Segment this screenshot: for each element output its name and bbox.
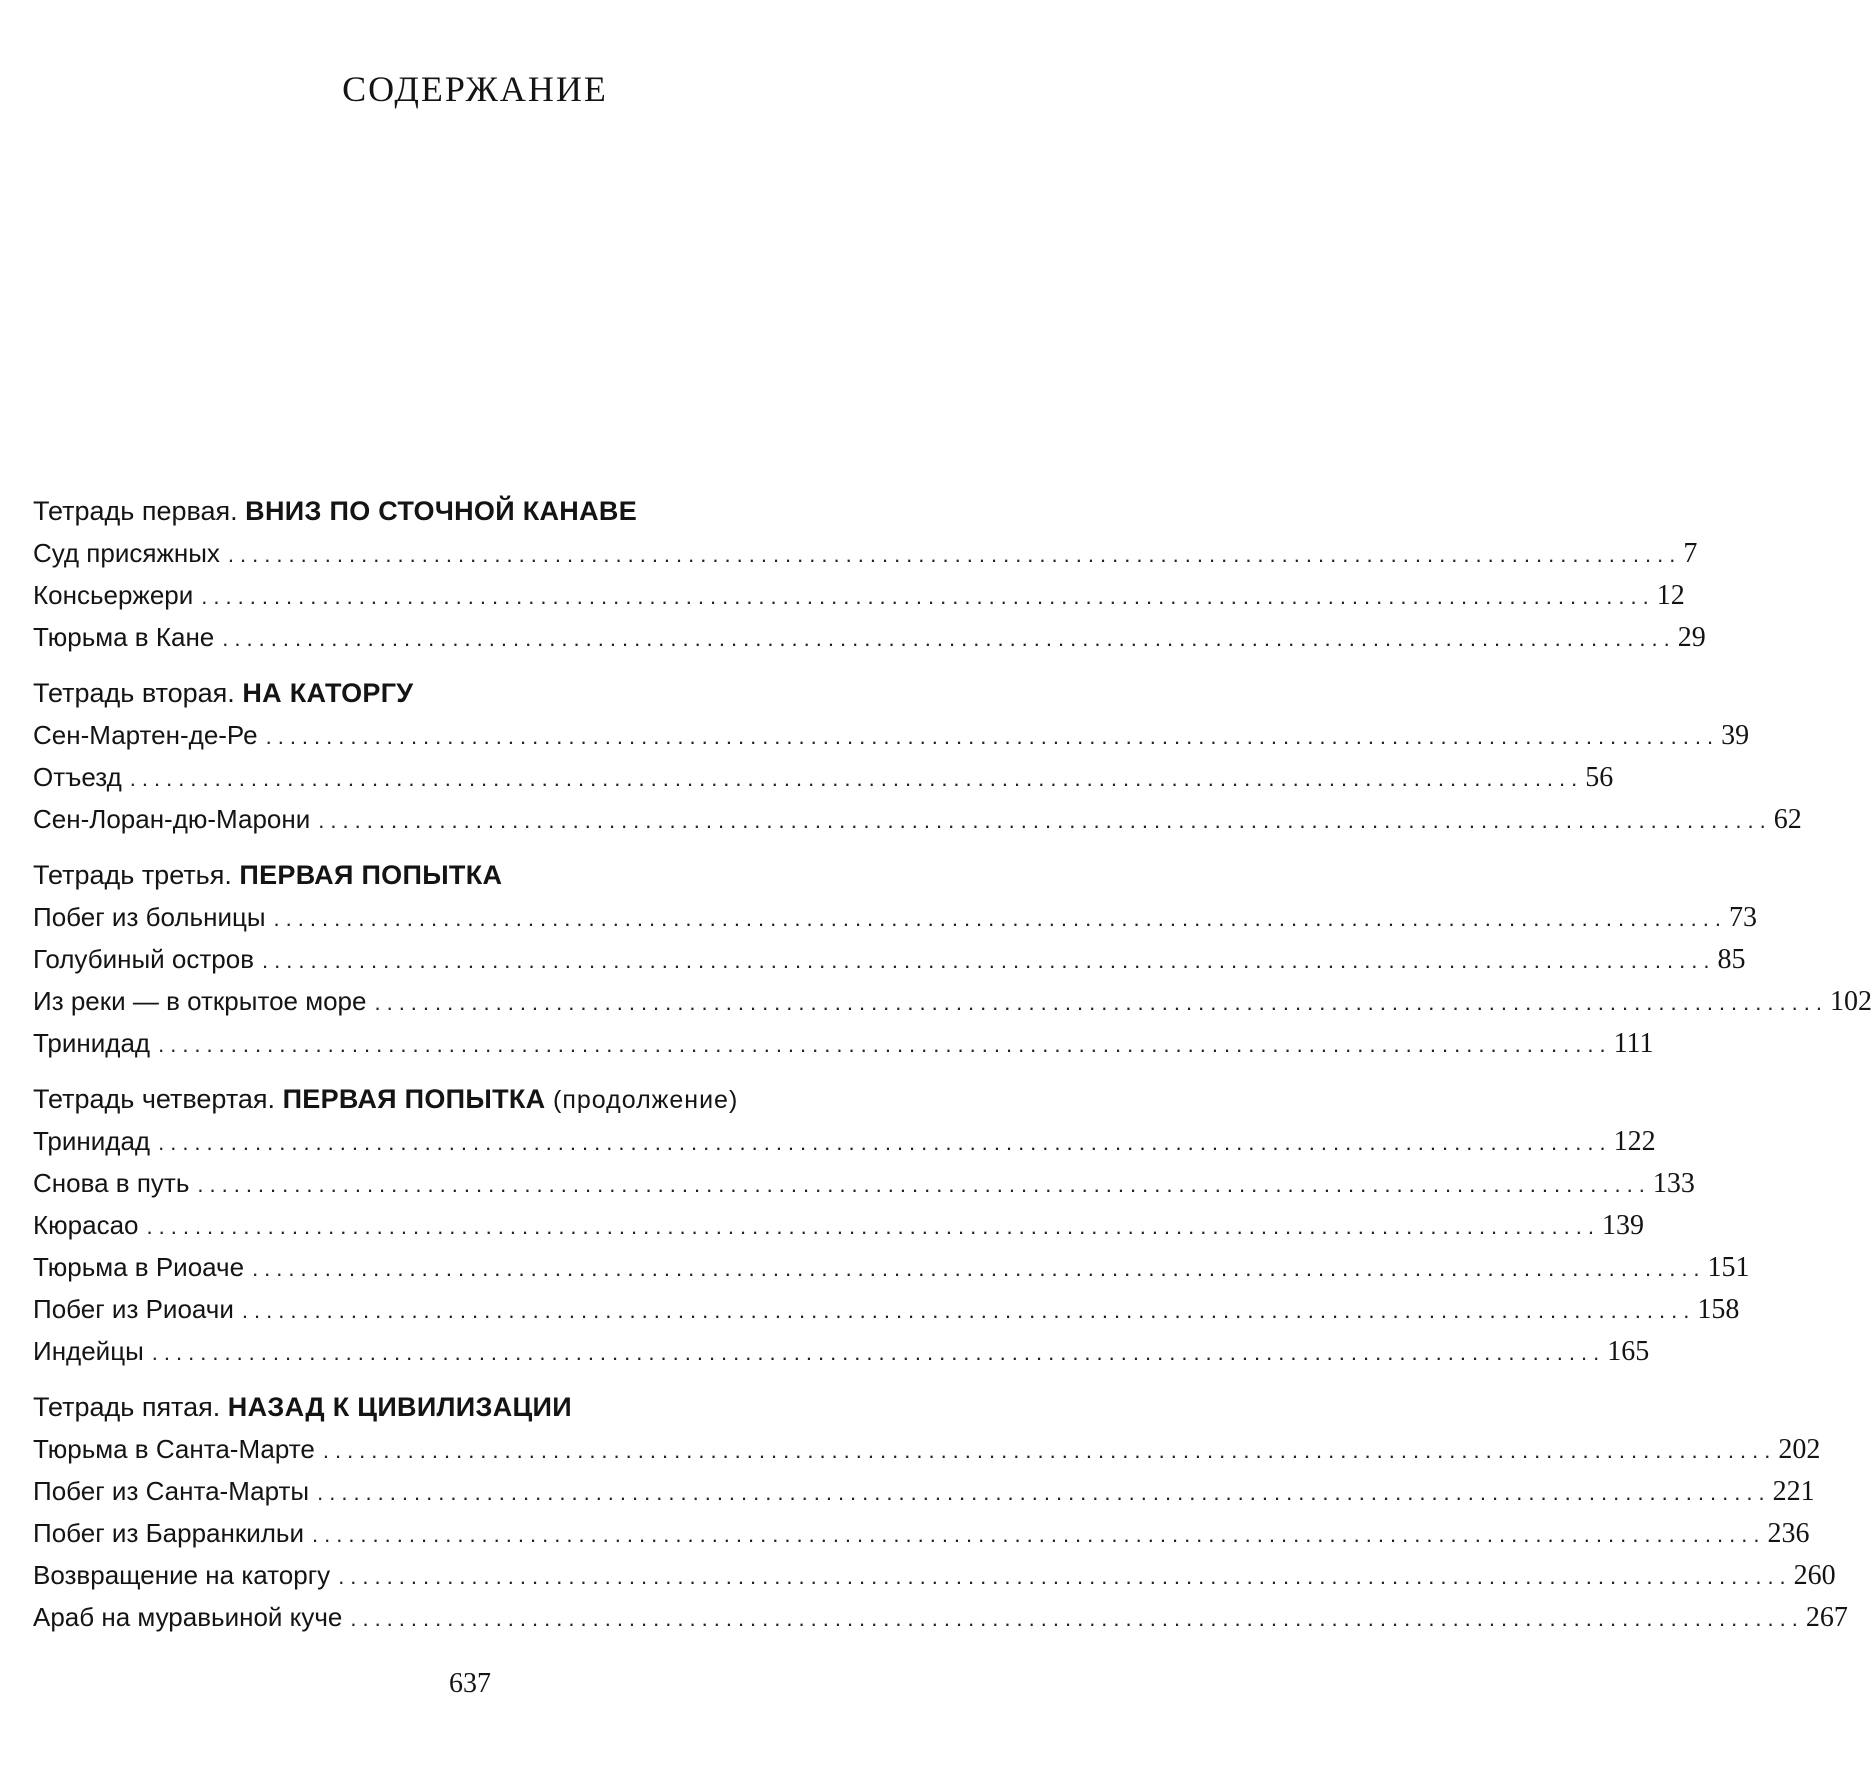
entry-page-number: 122: [1613, 1126, 1656, 1157]
section-heading: [33, 1386, 914, 1428]
dot-leader: ........................................................................................................................: [222, 626, 1676, 651]
dot-leader: ........................................................................................................................: [262, 948, 1716, 973]
toc-entry: [33, 1428, 1821, 1470]
toc-entry: [33, 574, 1685, 616]
entry-title: Побег из больницы: [33, 902, 266, 932]
section-prefix: Тетрадь вторая.: [33, 678, 235, 708]
section-name: ВНИЗ ПО СТОЧНОЙ КАНАВЕ: [245, 496, 638, 526]
section-heading: [33, 490, 914, 532]
section-prefix: Тетрадь четвертая.: [33, 1084, 276, 1114]
entry-page-number: 139: [1601, 1210, 1644, 1241]
section-name: НАЗАД К ЦИВИЛИЗАЦИИ: [227, 1392, 572, 1422]
section-heading: [33, 1078, 914, 1120]
dot-leader: ........................................................................................................................: [197, 1172, 1651, 1197]
toc-section: [33, 672, 1802, 840]
entry-title: Суд присяжных: [33, 538, 220, 568]
entry-title: Побег из Барранкильи: [33, 1518, 304, 1548]
entry-page-number: 221: [1772, 1476, 1815, 1507]
entry-title: Голубиный остров: [33, 944, 254, 974]
entry-title: Тюрьма в Кане: [33, 622, 215, 652]
section-heading: [33, 854, 914, 896]
entry-page-number: 85: [1717, 944, 1746, 975]
toc-entry: [33, 1022, 1654, 1064]
entry-title: Сен-Мартен-де-Ре: [33, 720, 258, 750]
entry-title: Тринидад: [33, 1028, 151, 1058]
entry-title: Сен-Лоран-дю-Марони: [33, 804, 311, 834]
table-of-contents: [33, 490, 1872, 1652]
dot-leader: ........................................................................................................................: [252, 1256, 1706, 1281]
entry-title: Индейцы: [33, 1336, 144, 1366]
entry-title: Консьержери: [33, 580, 194, 610]
entry-page-number: 165: [1607, 1336, 1650, 1367]
entry-page-number: 267: [1805, 1602, 1848, 1633]
dot-leader: ........................................................................................................................: [311, 1522, 1766, 1547]
entry-title: Кюрасао: [33, 1210, 139, 1240]
section-prefix: Тетрадь третья.: [33, 860, 232, 890]
toc-entry: [33, 756, 1614, 798]
section-heading: [33, 672, 914, 714]
entry-page-number: 73: [1729, 902, 1758, 933]
toc-entry: [33, 1120, 1656, 1162]
section-prefix: Тетрадь первая.: [33, 496, 238, 526]
toc-entry: [33, 1554, 1836, 1596]
entry-title: Отъезд: [33, 762, 122, 792]
toc-entry: [33, 798, 1802, 840]
toc-entry: [33, 532, 1698, 574]
toc-section: [33, 1078, 1750, 1372]
toc-entry: [33, 980, 1872, 1022]
toc-entry: [33, 1162, 1695, 1204]
toc-section: [33, 490, 1706, 658]
toc-section: [33, 854, 1872, 1064]
toc-entry: [33, 1246, 1750, 1288]
entry-page-number: 111: [1613, 1028, 1654, 1059]
entry-title: Снова в путь: [33, 1168, 190, 1198]
entry-page-number: 29: [1677, 622, 1706, 653]
entry-page-number: 158: [1697, 1294, 1740, 1325]
dot-leader: ........................................................................................................................: [201, 584, 1655, 609]
entry-page-number: 39: [1721, 720, 1750, 751]
toc-entry: [33, 1288, 1740, 1330]
page-title: СОДЕРЖАНИЕ: [342, 69, 608, 109]
toc-entry: [33, 1330, 1650, 1372]
toc-entry: [33, 616, 1706, 658]
toc-entry: [33, 896, 1758, 938]
toc-entry: [33, 714, 1750, 756]
entry-page-number: 7: [1683, 538, 1698, 569]
dot-leader: ........................................................................................................................: [338, 1564, 1792, 1589]
entry-title: Возвращение на каторгу: [33, 1560, 331, 1590]
entry-title: Тюрьма в Санта-Марте: [33, 1434, 315, 1464]
toc-entry: [33, 1470, 1815, 1512]
dot-leader: ........................................................................................................................: [146, 1214, 1600, 1239]
entry-title: Из реки — в открытое море: [33, 986, 367, 1016]
entry-page-number: 202: [1778, 1434, 1821, 1465]
section-prefix: Тетрадь пятая.: [33, 1392, 221, 1422]
dot-leader: ........................................................................................................................: [151, 1340, 1606, 1365]
section-name: ПЕРВАЯ ПОПЫТКА: [282, 1084, 546, 1114]
entry-page-number: 260: [1793, 1560, 1836, 1591]
entry-page-number: 133: [1652, 1168, 1695, 1199]
dot-leader: ........................................................................................................................: [317, 1480, 1771, 1505]
dot-leader: ........................................................................................................................: [158, 1032, 1612, 1057]
entry-page-number: 102: [1829, 986, 1872, 1017]
toc-section: [33, 1386, 1848, 1638]
toc-entry: [33, 1512, 1810, 1554]
entry-page-number: 12: [1656, 580, 1685, 611]
entry-title: Побег из Риоачи: [33, 1294, 234, 1324]
dot-leader: ........................................................................................................................: [265, 724, 1720, 749]
entry-title: Побег из Санта-Марты: [33, 1476, 310, 1506]
dot-leader: ........................................................................................................................: [241, 1298, 1696, 1323]
entry-page-number: 56: [1585, 762, 1614, 793]
entry-title: Тринидад: [33, 1126, 151, 1156]
entry-title: Араб на муравьиной куче: [33, 1602, 343, 1632]
dot-leader: ........................................................................................................................: [318, 808, 1772, 833]
entry-page-number: 62: [1773, 804, 1802, 835]
section-name: ПЕРВАЯ ПОПЫТКА: [239, 860, 503, 890]
section-note: (продолжение): [553, 1086, 739, 1114]
toc-entry: [33, 1596, 1848, 1638]
section-name: НА КАТОРГУ: [242, 678, 414, 708]
page-number: 637: [449, 1668, 491, 1699]
dot-leader: ........................................................................................................................: [227, 542, 1682, 567]
dot-leader: ........................................................................................................................: [273, 906, 1728, 931]
entry-page-number: 151: [1707, 1252, 1750, 1283]
dot-leader: ........................................................................................................................: [322, 1438, 1777, 1463]
dot-leader: ........................................................................................................................: [129, 766, 1584, 791]
toc-entry: [33, 938, 1746, 980]
toc-entry: [33, 1204, 1644, 1246]
dot-leader: ........................................................................................................................: [158, 1130, 1612, 1155]
entry-title: Тюрьма в Риоаче: [33, 1252, 245, 1282]
dot-leader: ........................................................................................................................: [374, 990, 1828, 1015]
dot-leader: ........................................................................................................................: [350, 1606, 1804, 1631]
entry-page-number: 236: [1767, 1518, 1810, 1549]
